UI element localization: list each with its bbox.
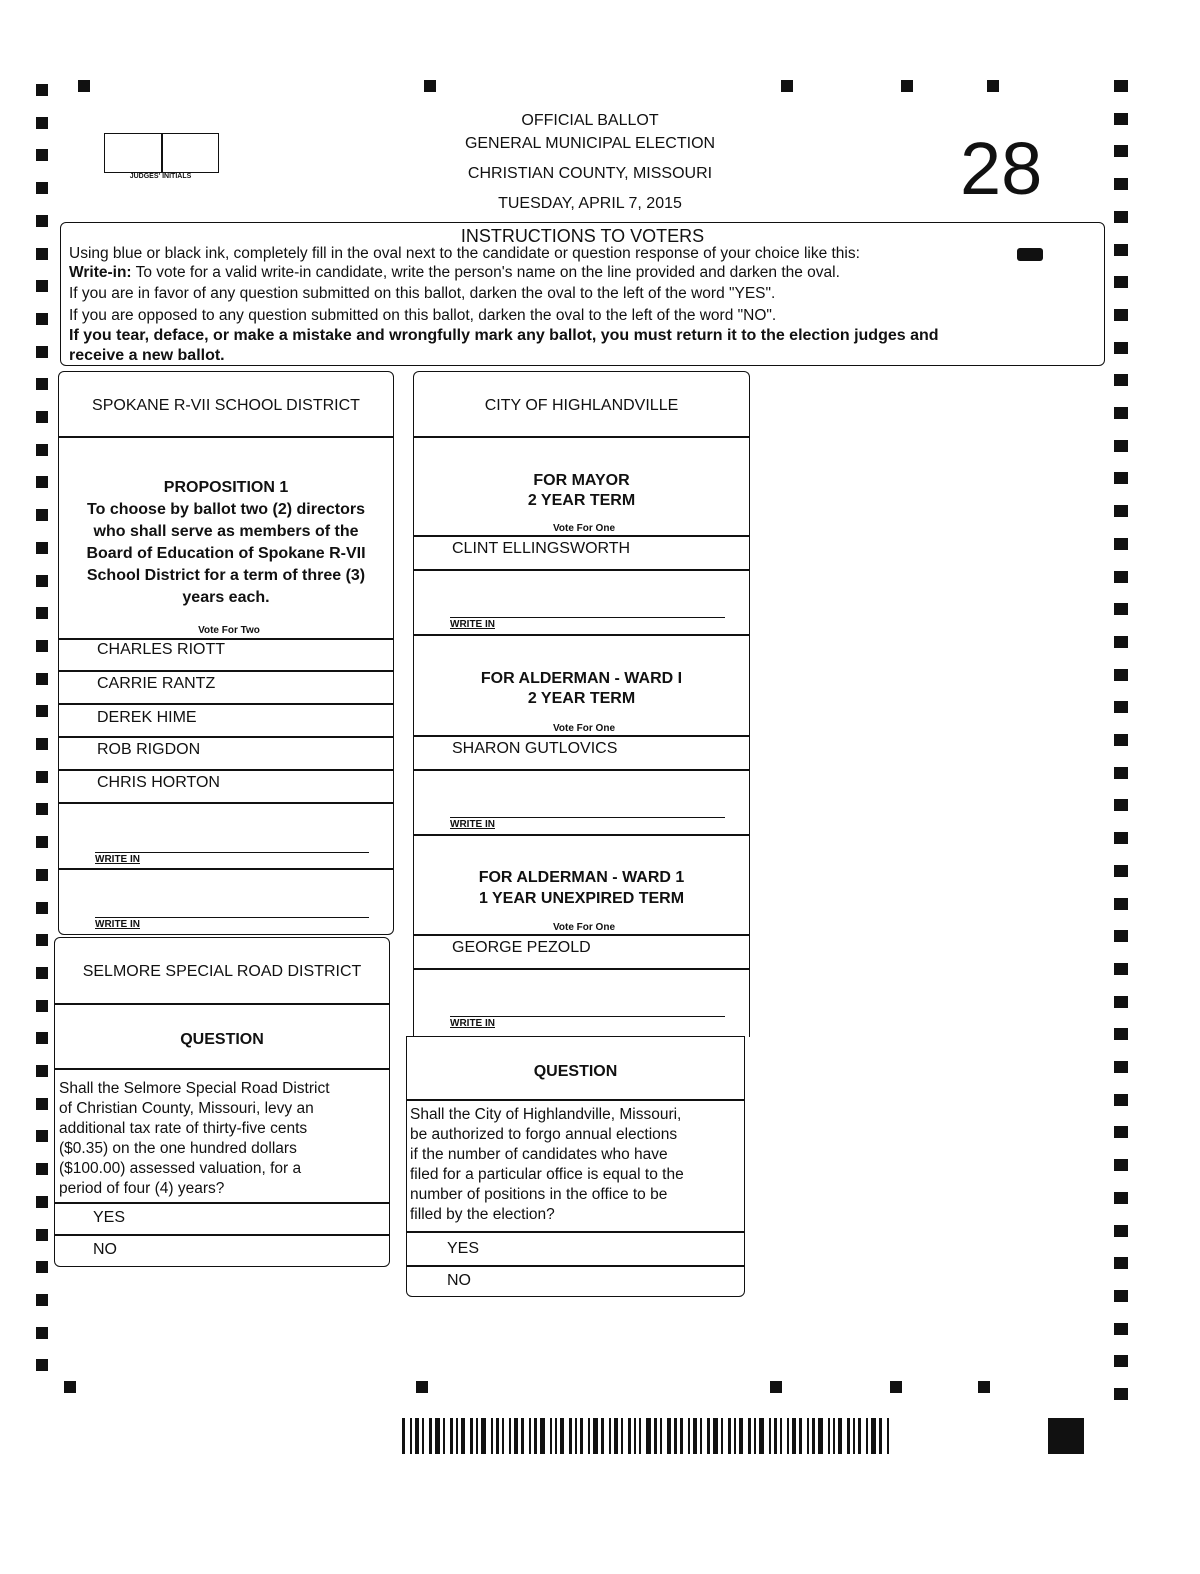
barcode-bar [588,1418,590,1454]
city-question-line: if the number of candidates who have [410,1146,668,1163]
barcode-bar [601,1418,604,1454]
barcode-bar [569,1418,572,1454]
timing-mark [36,1098,48,1110]
barcode-bar [774,1418,777,1454]
barcode-bar [799,1418,802,1454]
barcode-bar [787,1418,789,1454]
instruction-line-3: If you are in favor of any question submitted on this ballot, darken the oval to the left of the word "YES". [69,285,776,302]
proposition-text-line: years each. [182,589,270,606]
timing-mark [78,80,90,92]
barcode-bar [812,1418,815,1454]
candidate-sharon-gutlovics[interactable]: SHARON GUTLOVICS [452,740,618,757]
barcode-bar [792,1418,796,1454]
road-question-line: ($100.00) assessed valuation, for a [59,1160,302,1177]
school-district-section [58,371,394,935]
barcode-bar [693,1418,697,1454]
timing-mark [781,80,793,92]
timing-mark [36,542,48,554]
barcode-bar [509,1418,511,1454]
timing-mark [36,149,48,161]
timing-mark [424,80,436,92]
timing-mark [36,673,48,685]
barcode-bar [410,1418,412,1454]
timing-mark [1114,996,1128,1008]
road-yes-option[interactable]: YES [93,1209,126,1226]
timing-mark [1114,799,1128,811]
write-in-line[interactable] [95,852,369,853]
barcode-bar [560,1418,564,1454]
candidate-charles-riott[interactable]: CHARLES RIOTT [97,641,226,658]
timing-mark [978,1381,990,1393]
barcode-bar [748,1418,751,1454]
mayor-title: FOR MAYOR [533,472,630,489]
city-question-line: filed for a particular office is equal to the [410,1166,684,1183]
write-in-label: WRITE IN [95,919,140,930]
timing-mark [1114,1290,1128,1302]
timing-mark [36,444,48,456]
timing-mark [36,1294,48,1306]
timing-mark [36,476,48,488]
timing-mark [36,313,48,325]
timing-mark [36,738,48,750]
timing-mark [416,1381,428,1393]
city-section [413,371,750,1037]
timing-mark [1114,1094,1128,1106]
timing-mark [36,607,48,619]
barcode-bar [769,1418,771,1454]
timing-mark [1114,211,1128,223]
timing-mark [1114,734,1128,746]
barcode-bar [534,1418,537,1454]
road-question-line: ($0.35) on the one hundred dollars [59,1140,297,1157]
barcode-bar [879,1418,882,1454]
barcode-bar [621,1418,623,1454]
write-in-label: WRITE IN [95,854,140,865]
timing-mark [1114,1028,1128,1040]
barcode-bar [847,1418,850,1454]
mayor-term: 2 YEAR TERM [527,492,636,509]
instruction-line-4: If you are opposed to any question submitted on this ballot, darken the oval to the left of the word "NO". [69,307,777,324]
timing-mark [36,575,48,587]
timing-mark [1114,309,1128,321]
proposition-title: PROPOSITION 1 [163,479,289,496]
barcode-bar [550,1418,552,1454]
road-question-line: additional tax rate of thirty-five cents [59,1120,308,1137]
timing-mark [36,117,48,129]
county-title: CHRISTIAN COUNTY, MISSOURI [467,165,713,182]
timing-mark [36,1163,48,1175]
alderman-ward-1-title: FOR ALDERMAN - WARD I [480,670,683,687]
barcode-bar [593,1418,598,1454]
barcode-bar [754,1418,756,1454]
vote-for-one: Vote For One [552,922,616,933]
timing-mark [1114,1355,1128,1367]
barcode-bar [853,1418,855,1454]
road-question-line: period of four (4) years? [59,1180,225,1197]
barcode-bar [654,1418,657,1454]
barcode-bar [728,1418,731,1454]
barcode-bar [540,1418,545,1454]
instructions-box [60,222,1105,366]
vote-for-one: Vote For One [552,723,616,734]
barcode-bar [429,1418,432,1454]
instruction-line-5: If you tear, deface, or make a mistake and wrongfully mark any ballot, you must return it to the election judges and [69,327,939,344]
timing-mark [1114,113,1128,125]
timing-mark [1114,898,1128,910]
barcode-bar [871,1418,876,1454]
timing-mark [36,1196,48,1208]
city-question-section [406,1036,745,1297]
city-question-line: filled by the election? [410,1206,555,1223]
barcode-bar [496,1418,499,1454]
timing-mark [1114,342,1128,354]
barcode-bar [721,1418,723,1454]
barcode-bar [415,1418,419,1454]
timing-mark [1114,1323,1128,1335]
instruction-line-1: Using blue or black ink, completely fill in the oval next to the candidate or question response of your choice like this: [69,245,860,262]
barcode-bar [838,1418,842,1454]
timing-mark [36,934,48,946]
timing-mark [36,1359,48,1371]
timing-mark [36,215,48,227]
proposition-text-line: who shall serve as members of the [93,523,359,540]
candidate-clint-ellingsworth[interactable]: CLINT ELLINGSWORTH [452,540,631,557]
barcode-bar [634,1418,636,1454]
timing-mark [36,280,48,292]
city-question-line: be authorized to forgo annual elections [410,1126,678,1143]
write-in-label: WRITE IN [450,1018,495,1029]
barcode-bar [667,1418,671,1454]
timing-mark [1114,701,1128,713]
timing-mark [901,80,913,92]
timing-mark [1114,244,1128,256]
candidate-chris-horton[interactable]: CHRIS HORTON [97,774,220,791]
barcode-bar [734,1418,736,1454]
barcode-bar [707,1418,710,1454]
barcode-bar [502,1418,504,1454]
barcode-bar [575,1418,577,1454]
timing-mark [36,902,48,914]
timing-mark [1114,276,1128,288]
timing-mark [36,1229,48,1241]
timing-mark [1114,505,1128,517]
instruction-line-6: receive a new ballot. [69,347,225,364]
road-no-option[interactable]: NO [93,1241,117,1258]
timing-mark [770,1381,782,1393]
barcode-bar [481,1418,486,1454]
barcode-bar [807,1418,809,1454]
timing-mark [1114,80,1128,92]
alderman-unexpired-term: 1 YEAR UNEXPIRED TERM [478,890,685,907]
barcode-bar [614,1418,618,1454]
barcode-bar [818,1418,823,1454]
timing-mark [1114,963,1128,975]
barcode-bar [450,1418,453,1454]
barcode-bar [609,1418,611,1454]
timing-mark [1114,1388,1128,1400]
instruction-line-2 [69,264,840,282]
city-heading: CITY OF HIGHLANDVILLE [484,397,679,414]
timing-mark [1114,407,1128,419]
barcode-bar [639,1418,641,1454]
timing-mark [1114,1126,1128,1138]
road-question-line: Shall the Selmore Special Road District [59,1080,330,1097]
timing-mark [36,248,48,260]
timing-mark [1114,603,1128,615]
barcode-bar [476,1418,478,1454]
barcode-bar [660,1418,662,1454]
timing-mark [36,1065,48,1077]
write-in-line[interactable] [450,617,725,618]
timing-mark [36,411,48,423]
road-district-section [54,937,390,1267]
proposition-text-line: To choose by ballot two (2) directors [87,501,365,518]
barcode-bar [402,1418,405,1454]
timing-mark [1114,374,1128,386]
barcode-bar [833,1418,835,1454]
barcode-bar [435,1418,440,1454]
candidate-rob-rigdon[interactable]: ROB RIGDON [97,741,201,758]
judges-initials-box[interactable] [104,133,219,173]
city-question-line: Shall the City of Highlandville, Missouri, [410,1106,682,1123]
barcode-bar [713,1418,718,1454]
timing-mark [987,80,999,92]
barcode-bar [688,1418,690,1454]
timing-mark [1114,538,1128,550]
election-title: GENERAL MUNICIPAL ELECTION [464,135,716,152]
timing-mark [1114,1159,1128,1171]
barcode-bar [646,1418,651,1454]
alderman-ward-1-term: 2 YEAR TERM [527,690,636,707]
timing-mark [36,84,48,96]
timing-mark [64,1381,76,1393]
write-in-text: To vote for a valid write-in candidate, write the person's name on the line provided and darken the oval. [131,264,840,281]
barcode-bar [828,1418,830,1454]
city-no-option[interactable]: NO [447,1272,471,1289]
barcode-bar [443,1418,445,1454]
write-in-label: Write-in: [69,264,132,281]
barcode-bar [887,1418,889,1454]
instructions-title: INSTRUCTIONS TO VOTERS [460,226,705,246]
barcode-bar [514,1418,518,1454]
candidate-derek-hime[interactable]: DEREK HIME [97,709,197,726]
timing-mark [36,705,48,717]
vote-for-two: Vote For Two [198,625,260,636]
city-yes-option[interactable]: YES [447,1240,480,1257]
road-question-line: of Christian County, Missouri, levy an [59,1100,314,1117]
timing-mark [1114,669,1128,681]
write-in-label: WRITE IN [450,619,495,630]
corner-block-mark [1048,1418,1084,1454]
timing-mark [36,509,48,521]
barcode-bar [422,1418,424,1454]
election-date: TUESDAY, APRIL 7, 2015 [498,195,682,212]
road-question-title: QUESTION [180,1031,264,1048]
barcode-bar [456,1418,458,1454]
alderman-unexpired-title: FOR ALDERMAN - WARD 1 [478,869,685,886]
road-district-heading: SELMORE SPECIAL ROAD DISTRICT [82,963,362,980]
timing-mark [36,378,48,390]
proposition-text-line: School District for a term of three (3) [86,567,366,584]
candidate-george-pezold[interactable]: GEORGE PEZOLD [452,939,591,956]
write-in-line[interactable] [95,917,369,918]
barcode-bar [461,1418,465,1454]
write-in-line[interactable] [450,1016,725,1017]
barcode-bar [529,1418,531,1454]
barcode-bar [759,1418,764,1454]
timing-mark [1114,767,1128,779]
timing-mark [1114,571,1128,583]
timing-mark [36,346,48,358]
timing-mark [36,1000,48,1012]
barcode-bar [491,1418,493,1454]
timing-mark [36,803,48,815]
timing-mark [1114,930,1128,942]
timing-mark [36,1261,48,1273]
proposition-text-line: Board of Education of Spokane R-VII [86,545,366,562]
barcode-bar [470,1418,473,1454]
barcode-bar [858,1418,861,1454]
timing-mark [1114,178,1128,190]
school-district-heading: SPOKANE R-VII SCHOOL DISTRICT [92,397,360,414]
timing-mark [36,869,48,881]
barcode-bar [780,1418,782,1454]
timing-mark [36,771,48,783]
timing-mark [1114,472,1128,484]
barcode-bar [700,1418,702,1454]
filled-oval-sample-icon [1017,248,1043,261]
write-in-line[interactable] [450,817,725,818]
timing-mark [1114,145,1128,157]
barcode-bar [680,1418,683,1454]
timing-mark [36,967,48,979]
candidate-carrie-rantz[interactable]: CARRIE RANTZ [97,675,216,692]
write-in-label: WRITE IN [450,819,495,830]
barcode-bar [521,1418,524,1454]
barcode-bar [739,1418,743,1454]
timing-mark [1114,865,1128,877]
barcode-bar [555,1418,557,1454]
timing-mark [36,1032,48,1044]
judges-initials-label: JUDGES' INITIALS [129,173,192,180]
timing-mark [36,182,48,194]
barcode-bar [674,1418,677,1454]
barcode-bar [580,1418,583,1454]
timing-mark [1114,1192,1128,1204]
timing-mark [1114,440,1128,452]
barcode-bar [628,1418,631,1454]
timing-mark [1114,832,1128,844]
timing-mark [890,1381,902,1393]
city-question-title: QUESTION [533,1063,618,1080]
timing-mark [1114,1061,1128,1073]
ballot-number: 28 [960,127,1043,210]
city-question-line: number of positions in the office to be [410,1186,668,1203]
timing-mark [1114,1225,1128,1237]
vote-for-one: Vote For One [552,523,616,534]
timing-mark [1114,636,1128,648]
timing-mark [36,1130,48,1142]
timing-mark [36,1327,48,1339]
barcode-bar [866,1418,868,1454]
ballot-title: OFFICIAL BALLOT [521,112,659,129]
timing-mark [36,640,48,652]
timing-mark [1114,1257,1128,1269]
timing-mark [36,836,48,848]
